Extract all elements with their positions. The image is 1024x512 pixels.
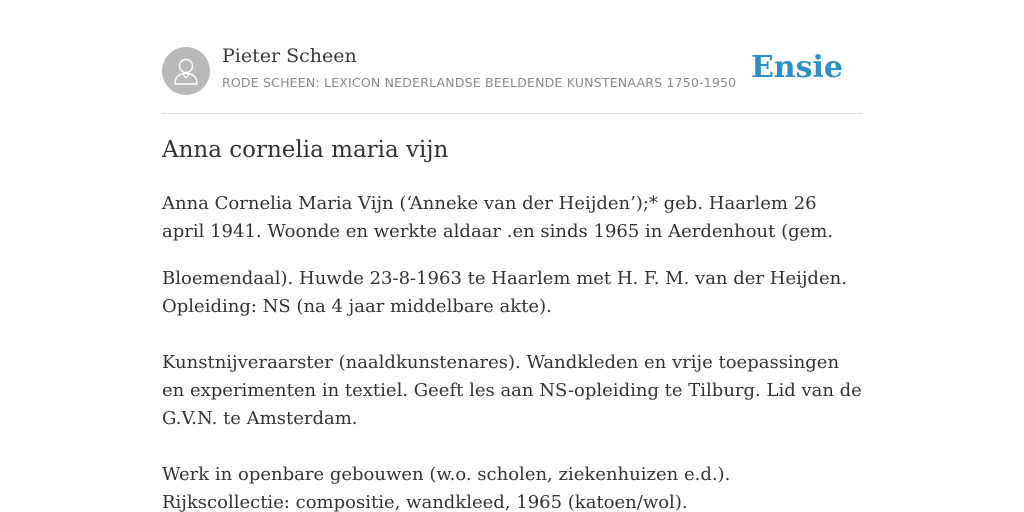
article-paragraph-4: Werk in openbare gebouwen (w.o. scholen, ziekenhuizen e.d.). Rijkscollectie: compositie, wandkleed, 1965 (katoen/wol). bbox=[162, 464, 731, 512]
author-name-link[interactable]: Pieter Scheen bbox=[222, 45, 357, 67]
article-paragraph-1: Anna Cornelia Maria Vijn (‘Anneke van der Heijden’);* geb. Haarlem 26 april 1941. Woonde en werkte aldaar .en sinds 1965 in Aerdenhout (gem. bbox=[162, 193, 834, 242]
user-icon bbox=[173, 57, 199, 85]
page-title: Anna cornelia maria vijn bbox=[162, 137, 449, 163]
source-label[interactable]: RODE SCHEEN: LEXICON NEDERLANDSE BEELDENDE KUNSTENAARS 1750-1950 bbox=[222, 75, 737, 90]
ensie-logo[interactable]: Ensie bbox=[750, 50, 843, 85]
article-paragraph-2: Bloemendaal). Huwde 23-8-1963 te Haarlem met H. F. M. van der Heijden. Opleiding: NS (na 4 jaar middelbare akte). bbox=[162, 268, 847, 317]
article-header bbox=[162, 0, 862, 114]
content-container bbox=[162, 0, 862, 512]
article-paragraph-3: Kunstnijveraarster (naaldkunstenares). Wandkleden en vrije toepassingen en experimenten in textiel. Geeft les aan NS-opleiding te Tilburg. Lid van de G.V.N. te Amsterdam. bbox=[162, 352, 862, 429]
author-avatar[interactable] bbox=[162, 47, 210, 95]
